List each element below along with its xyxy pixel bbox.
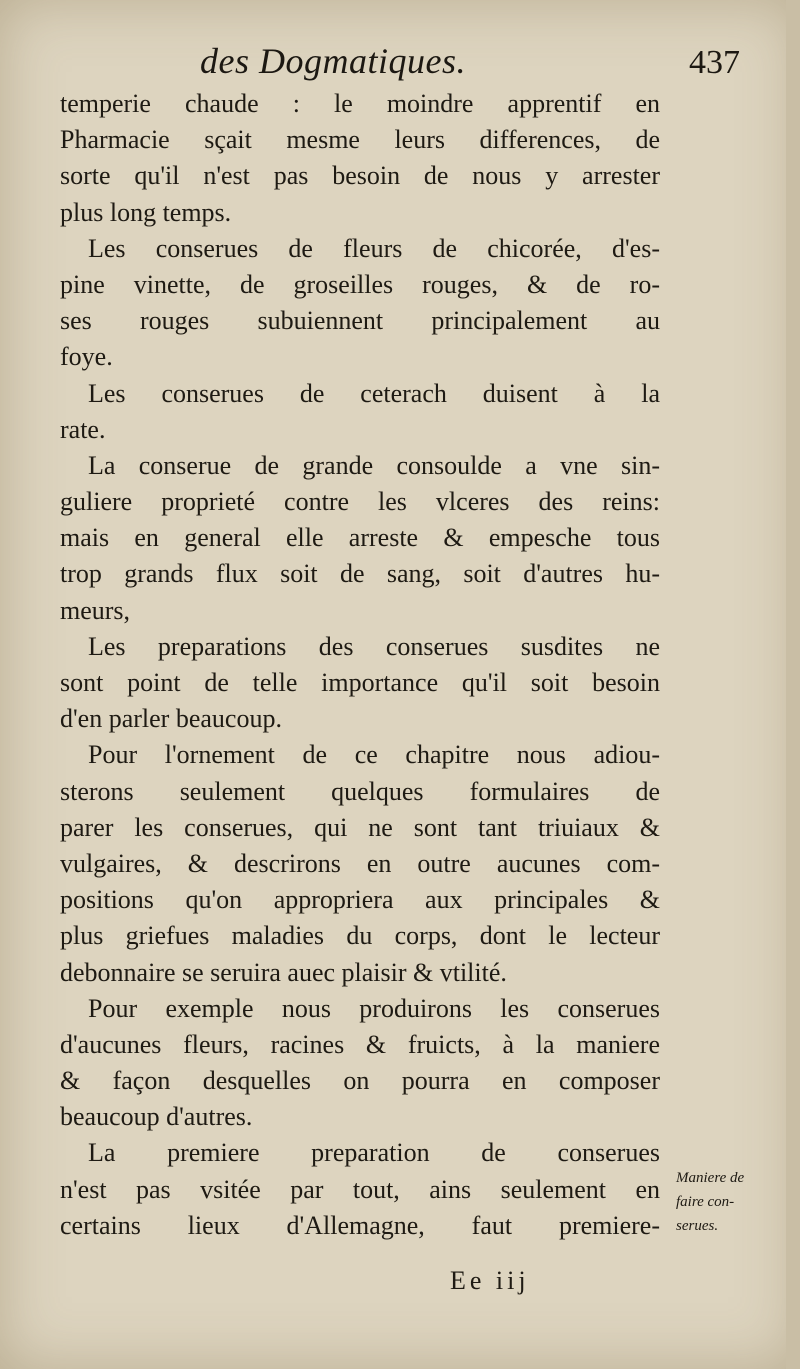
text-line: trop grands flux soit de sang, soit d'autres hu- bbox=[60, 559, 660, 589]
text-line: parer les conserues, qui ne sont tant triuiaux & bbox=[60, 812, 660, 842]
text-line: & façon desquelles on pourra en composer bbox=[60, 1066, 660, 1096]
text-line: Les conserues de ceterach duisent à la bbox=[88, 378, 660, 408]
margin-note bbox=[676, 1166, 796, 1238]
page-header bbox=[200, 40, 740, 90]
text-line: temperie chaude : le moindre apprentif en bbox=[60, 89, 660, 118]
text-line: Pour l'ornement de ce chapitre nous adiou- bbox=[88, 740, 660, 770]
text-line: plus long temps. bbox=[60, 197, 232, 227]
text-line: mais en general elle arreste & empesche tous bbox=[60, 523, 660, 553]
text-line: Les conserues de fleurs de chicorée, d'es- bbox=[88, 233, 660, 263]
text-line: ses rouges subuiennent principalement au bbox=[60, 306, 660, 336]
text-line: positions qu'on appropriera aux principales & bbox=[60, 885, 660, 915]
text-line: pine vinette, de groseilles rouges, & de ro- bbox=[60, 269, 660, 299]
margin-note-line: Maniere de bbox=[676, 1170, 745, 1186]
text-line: sterons seulement quelques formulaires de bbox=[60, 776, 660, 806]
text-line: Pour exemple nous produirons les conserues bbox=[88, 993, 660, 1023]
text-line: vulgaires, & descrirons en outre aucunes com- bbox=[60, 848, 660, 878]
page-number: 437 bbox=[689, 44, 740, 81]
text-line: rate. bbox=[60, 414, 106, 444]
text-line: n'est pas vsitée par tout, ains seulement en bbox=[60, 1174, 660, 1204]
running-title: des Dogmatiques. bbox=[200, 41, 466, 81]
text-line: debonnaire se seruira auec plaisir & vtilité. bbox=[60, 957, 507, 987]
margin-note-line: faire con- bbox=[676, 1194, 735, 1210]
text-line: certains lieux d'Allemagne, faut premiere- bbox=[60, 1210, 660, 1240]
page-edge bbox=[786, 0, 800, 1369]
signature-mark: Ee iij bbox=[450, 1266, 530, 1295]
text-line: beaucoup d'autres. bbox=[60, 1102, 253, 1132]
body-text bbox=[60, 86, 660, 1244]
text-line: foye. bbox=[60, 342, 113, 372]
text-line: La conserue de grande consoulde a vne sin- bbox=[88, 450, 660, 480]
text-line: guliere proprieté contre les vlceres des reins: bbox=[60, 487, 660, 517]
text-line: sorte qu'il n'est pas besoin de nous y arrester bbox=[60, 161, 660, 191]
margin-note-line: serues. bbox=[676, 1218, 719, 1234]
text-line: meurs, bbox=[60, 595, 131, 625]
text-line: La premiere preparation de conserues bbox=[88, 1138, 660, 1168]
text-line: Les preparations des conserues susdites ne bbox=[88, 631, 660, 661]
text-line: sont point de telle importance qu'il soit besoin bbox=[60, 668, 660, 697]
text-line: d'en parler beaucoup. bbox=[60, 704, 282, 734]
text-line: d'aucunes fleurs, racines & fruicts, à la maniere bbox=[60, 1029, 660, 1059]
text-line: Pharmacie sçait mesme leurs differences, de bbox=[60, 125, 660, 155]
text-line: plus griefues maladies du corps, dont le lecteur bbox=[60, 921, 660, 951]
